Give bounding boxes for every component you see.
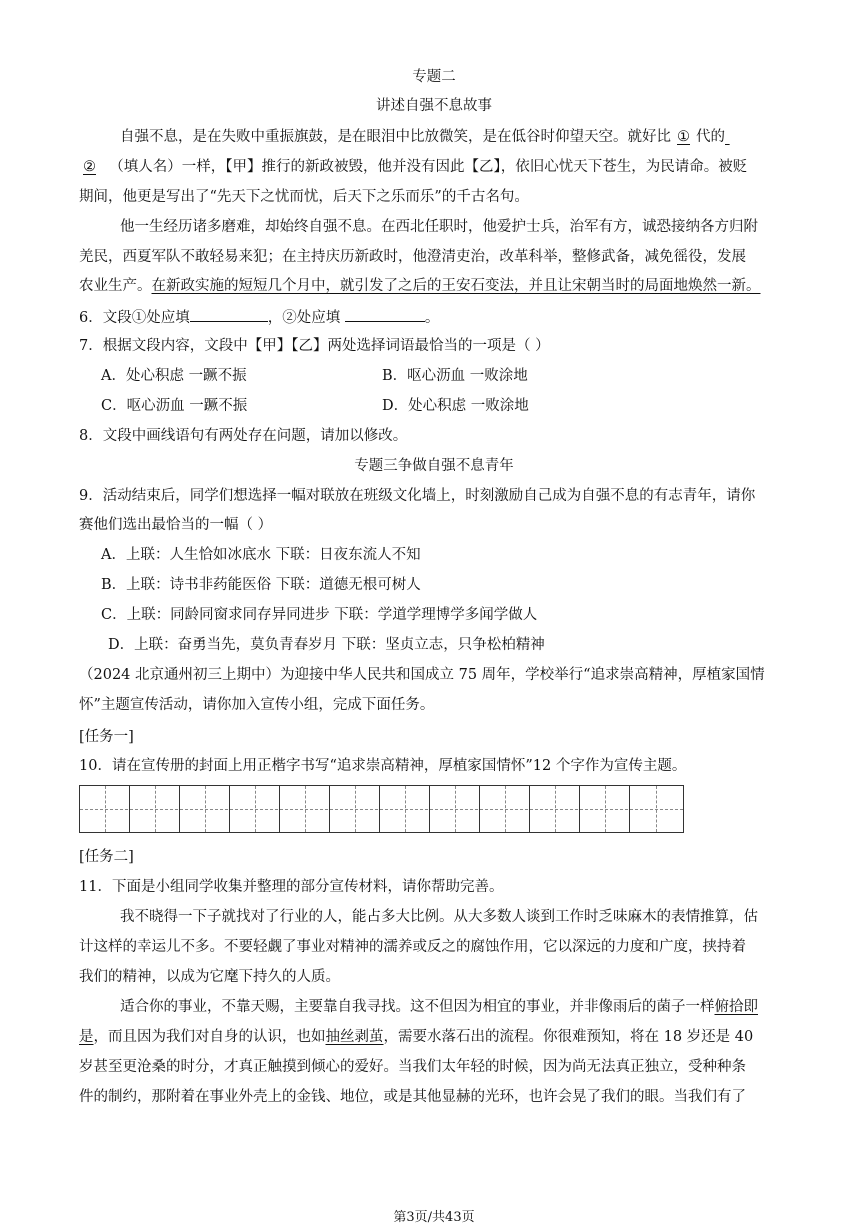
paragraph-4-line-4: 件的制约，那附着在事业外壳上的金钱、地位，或是其他显赫的光环，也许会晃了我们的眼。当我们有了 — [79, 1089, 746, 1105]
page-number: 第3页/共43页 — [393, 1210, 475, 1225]
paragraph-1-line-3: 期间，他更是写出了“先天下之忧而忧，后天下之乐而乐”的千古名句。 — [79, 189, 529, 205]
question-10: 10．请在宣传册的封面上用正楷字书写“追求崇高精神，厚植家国情怀”12 个字作为宣传主题。 — [79, 758, 687, 774]
grid-cell[interactable] — [180, 786, 230, 832]
task-2-label: [任务二] — [79, 849, 134, 865]
paragraph-2-line-1: 他一生经历诸多磨难，却始终自强不息。在西北任职时，他爱护士兵，治军有方，诚恐接纳各方归附 — [120, 219, 758, 235]
question-7-option-d: D．处心积虑 一败涂地 — [382, 398, 529, 414]
blank-2: ② — [83, 159, 96, 175]
underlined-idiom-2: 抽丝剥茧 — [325, 1029, 384, 1045]
question-7-stem: 7．根据文段内容，文段中【甲】【乙】两处选择词语最恰当的一项是（ ） — [79, 338, 550, 354]
question-9-option-d: D．上联：奋勇当先，莫负青春岁月 下联：坚贞立志，只争松柏精神 — [108, 637, 545, 653]
underlined-sentence: 在新政实施的短短几个月中，就引发了之后的王安石变法，并且让宋朝当时的局面地焕然一新。 — [151, 278, 761, 294]
question-11: 11．下面是小组同学收集并整理的部分宣传材料，请你帮助完善。 — [79, 879, 504, 895]
paragraph-1-line-2: ② （填人名）一样，【甲】推行的新政被毁，他并没有因此【乙】，依旧心忧天下苍生，为民请命。被贬 — [79, 157, 747, 177]
answer-blank-2[interactable] — [345, 306, 425, 322]
answer-blank-1[interactable] — [190, 306, 268, 322]
grid-cell[interactable] — [280, 786, 330, 832]
question-9-option-a: A．上联：人生恰如冰底水 下联：日夜东流人不知 — [101, 547, 421, 563]
paragraph-3-line-2: 计这样的幸运儿不多。不要轻觑了事业对精神的濡养或反之的腐蚀作用，它以深远的力度和广度，挟持着 — [79, 939, 746, 955]
grid-cell[interactable] — [580, 786, 630, 832]
question-9-line-1: 9．活动结束后，同学们想选择一幅对联放在班级文化墙上，时刻激励自己成为自强不息的有志青年，请你 — [79, 488, 756, 504]
grid-cell[interactable] — [330, 786, 380, 832]
intro-line-2: 怀”主题宣传活动，请你加入宣传小组，完成下面任务。 — [79, 697, 435, 713]
question-6: 6．文段①处应填 ，②处应填 。 — [79, 306, 439, 328]
question-7-option-b: B．呕心沥血 一败涂地 — [382, 368, 528, 384]
dotted-char-1: 觑 — [267, 939, 282, 955]
grid-cell[interactable] — [480, 786, 530, 832]
intro-line-1: （2024 北京通州初三上期中）为迎接中华人民共和国成立 75 周年，学校举行“追求崇高精神，厚植家国情 — [79, 667, 765, 683]
question-9-option-c: C．上联：同龄同窗求同存异同进步 下联：学道学理博学多闻学做人 — [101, 607, 538, 623]
dotted-char-2: 挟 — [702, 939, 717, 955]
question-9-option-b: B．上联：诗书非药能医俗 下联：道德无根可树人 — [101, 577, 421, 593]
question-9-line-2: 赛他们选出最恰当的一幅（ ） — [79, 517, 273, 533]
underlined-idiom-1: 俯拾即 — [714, 999, 758, 1015]
section-subheading-2: 讲述自强不息故事 — [376, 98, 492, 114]
grid-cell[interactable] — [530, 786, 580, 832]
question-8: 8．文段中画线语句有两处存在问题，请加以修改。 — [79, 428, 408, 444]
dotted-char-3: 着 — [180, 1089, 195, 1105]
question-7-option-a: A．处心积虑 一蹶不振 — [101, 368, 247, 384]
paragraph-2-line-2: 羌民，西夏军队不敢轻易来犯；在主持庆历新政时，他澄清吏治，改革科举，整修武备，减免徭役，发展 — [79, 249, 746, 265]
section-heading-3: 专题三争做自强不息青年 — [354, 458, 514, 474]
paragraph-1-line-1: 自强不息，是在失败中重振旗鼓，是在眼泪中比放微笑，是在低谷时仰望天空。就好比 ① 代的 — [120, 129, 725, 145]
paragraph-4-line-3: 岁甚至更沧桑的时分，才真正触摸到倾心的爱好。当我们太年轻的时候，因为尚无法真正独立，受种种条 — [79, 1059, 746, 1075]
paragraph-3-line-1: 我不晓得一下子就找对了行业的人，能占多大比例。从大多数人谈到工作时乏味麻木的表情推算，估 — [120, 909, 758, 925]
question-7-option-c: C．呕心沥血 一蹶不振 — [101, 398, 248, 414]
grid-cell[interactable] — [230, 786, 280, 832]
grid-cell[interactable] — [130, 786, 180, 832]
writing-grid[interactable] — [79, 785, 684, 833]
section-heading-2: 专题二 — [412, 69, 456, 85]
grid-cell[interactable] — [630, 786, 683, 832]
grid-cell[interactable] — [80, 786, 130, 832]
grid-cell[interactable] — [430, 786, 480, 832]
blank-1: ① — [677, 129, 690, 145]
paragraph-4-line-1: 适合你的事业，不靠天赐，主要靠自我寻找。这不但因为相宜的事业，并非像雨后的菌子一样俯拾即 — [120, 999, 758, 1015]
grid-cell[interactable] — [380, 786, 430, 832]
paragraph-3-line-3: 我们的精神，以成为它麾下持久的人质。 — [79, 969, 340, 985]
task-1-label: [任务一] — [79, 729, 134, 745]
paragraph-2-line-3: 农业生产。在新政实施的短短几个月中，就引发了之后的王安石变法，并且让宋朝当时的局面地焕然一新。 — [79, 278, 761, 294]
paragraph-4-line-2: 是，而且因为我们对自身的认识，也如抽丝剥茧，需要水落石出的流程。你很难预知，将在 18 岁还是 40 — [79, 1029, 754, 1045]
